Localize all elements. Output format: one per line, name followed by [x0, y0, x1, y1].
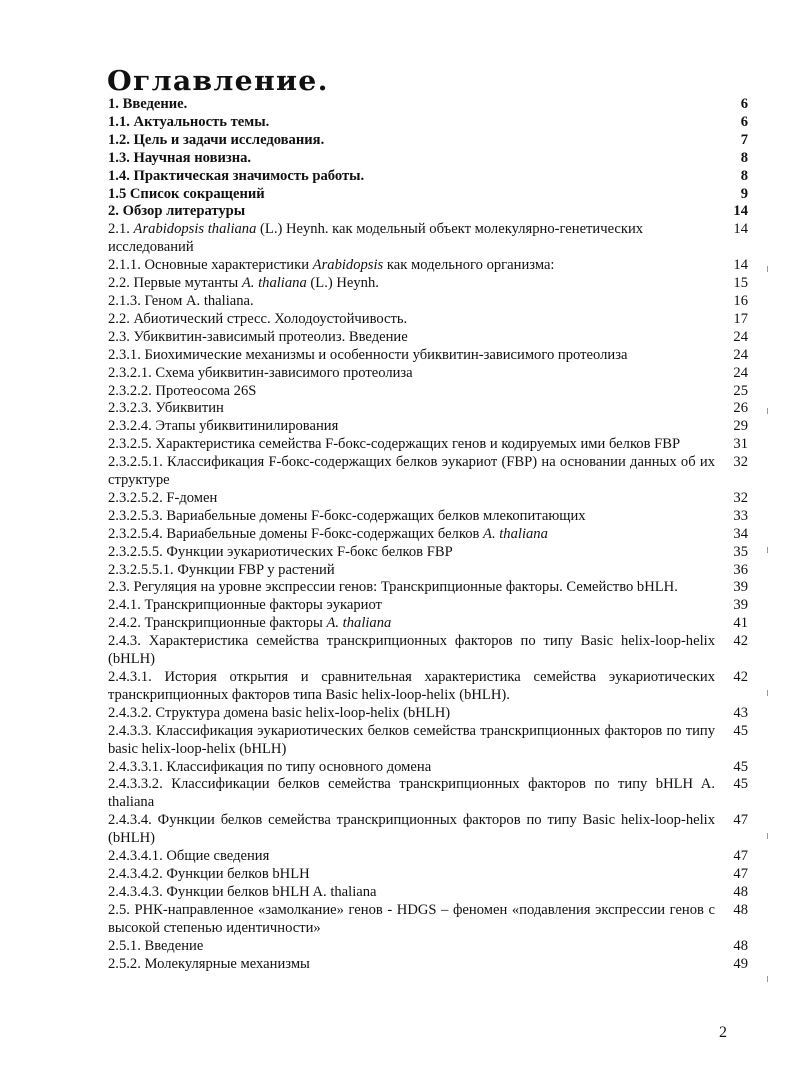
toc-entry-title — [108, 579, 715, 597]
italic-term: Arabidopsis thaliana — [133, 221, 257, 238]
toc-page-number: 39 — [733, 579, 748, 596]
toc-entry — [108, 418, 748, 436]
toc-page-number: 39 — [733, 597, 748, 614]
toc-entry-title — [108, 311, 715, 329]
toc-text: 2.4.3.3.1. Классификация по типу основного домена — [108, 758, 432, 775]
toc-text: 2.3.2.5.5. Функции эукариотических F-бокс белков FBP — [108, 543, 453, 560]
toc-page-number: 49 — [733, 955, 748, 972]
toc-text: 2.4.1. Транскрипционные факторы эукариот — [108, 597, 382, 614]
toc-entry-title — [108, 454, 715, 490]
toc-entry-title — [108, 597, 715, 615]
toc-entry-title — [108, 365, 715, 383]
toc-page-number: 31 — [733, 436, 748, 453]
scan-mark — [767, 266, 768, 272]
toc-text: 2.2. Первые мутанты — [108, 275, 242, 292]
toc-text: 2.1.3. Геном A. thaliana. — [108, 292, 254, 309]
toc-entry-title — [108, 705, 715, 723]
toc-entry-title — [108, 257, 715, 275]
scan-mark — [767, 976, 768, 982]
toc-entry — [108, 705, 748, 723]
toc-entry — [108, 293, 748, 311]
toc-text: (L.) Heynh. как модельный объект молекулярно-генетических исследований — [108, 221, 644, 256]
toc-entry-title — [108, 203, 715, 221]
toc-text: 1.3. Научная новизна. — [108, 149, 252, 166]
toc-entry — [108, 257, 748, 275]
toc-page-number: 6 — [740, 113, 748, 130]
toc-text: 2.3. Убиквитин-зависимый протеолиз. Введение — [108, 328, 408, 345]
toc-entry — [108, 400, 748, 418]
toc-entry-title — [108, 526, 715, 544]
toc-entry — [108, 311, 748, 329]
toc-page-number: 9 — [740, 185, 748, 202]
toc-page-number: 24 — [733, 364, 748, 381]
toc-entry — [108, 150, 748, 168]
toc-page-number: 35 — [733, 543, 748, 560]
toc-entry-title — [108, 418, 715, 436]
toc-entry — [108, 132, 748, 150]
toc-entry — [108, 812, 748, 848]
toc-page-number: 34 — [733, 525, 748, 542]
toc-text: как модельного организма: — [383, 257, 555, 274]
toc-text: 1.5 Список сокращений — [108, 185, 265, 202]
toc-page-number: 6 — [740, 96, 748, 112]
toc-page-number: 41 — [733, 615, 748, 632]
toc-text: 1.1. Актуальность темы. — [108, 113, 270, 130]
toc-entry-title — [108, 866, 715, 884]
toc-page-number: 33 — [733, 507, 748, 524]
scan-mark — [767, 690, 768, 696]
toc-text: 2.3.2.5.2. F-домен — [108, 489, 218, 506]
toc-entry — [108, 579, 748, 597]
toc-page-number: 8 — [740, 167, 748, 184]
toc-text: 2.3.2.4. Этапы убиквитинилирования — [108, 418, 339, 435]
toc-page-number: 29 — [733, 418, 748, 435]
toc-page-number: 45 — [733, 722, 748, 739]
toc-text: 2.3.1. Биохимические механизмы и особенности убиквитин-зависимого протеолиза — [108, 346, 628, 363]
toc-text: 2.4.3.4.3. Функции белков bHLH A. thaliana — [108, 883, 377, 900]
toc-page-number: 17 — [733, 310, 748, 327]
scan-mark — [767, 833, 768, 839]
toc-text: 2.4.3.3.2. Классификации белков семейства транскрипционных факторов по типу bHLH A. thaliana — [108, 776, 715, 811]
toc-entry-title — [108, 347, 715, 365]
toc-text: 2.4.3.3. Классификация эукариотических белков семейства транскрипционных факторов по типу basic helix-loop-helix (bHLH) — [108, 722, 715, 757]
toc-text: 2.4.2. Транскрипционные факторы — [108, 615, 327, 632]
table-of-contents — [108, 96, 748, 973]
toc-text: 2.1.1. Основные характеристики — [108, 257, 313, 274]
toc-entry-title — [108, 436, 715, 454]
toc-page-number: 26 — [733, 400, 748, 417]
toc-text: (L.) Heynh. — [306, 275, 379, 292]
toc-text: 2.4.3. Характеристика семейства транскрипционных факторов по типу Basic helix-loop-helix (bHLH) — [108, 633, 715, 668]
toc-text: 2.4.3.4. Функции белков семейства транскрипционных факторов по типу Basic helix-loop-helix (bHLH) — [108, 812, 715, 847]
toc-entry — [108, 365, 748, 383]
toc-page-number: 36 — [733, 561, 748, 578]
toc-entry-title — [108, 329, 715, 347]
toc-entry — [108, 383, 748, 401]
italic-term: A. thaliana — [241, 275, 307, 292]
toc-page-number: 7 — [740, 131, 748, 148]
toc-entry-title — [108, 168, 715, 186]
toc-page-number: 48 — [733, 883, 748, 900]
toc-entry — [108, 884, 748, 902]
toc-text: 2.3.2.5.5.1. Функции FBP у растений — [108, 561, 335, 578]
toc-entry — [108, 329, 748, 347]
toc-entry-title — [108, 150, 715, 168]
toc-page-number: 32 — [733, 454, 748, 471]
toc-entry — [108, 759, 748, 777]
page-number: 2 — [719, 1024, 727, 1041]
toc-text: 2.3.2.5.3. Вариабельные домены F-бокс-содержащих белков млекопитающих — [108, 507, 586, 524]
italic-term: Arabidopsis — [312, 257, 384, 274]
toc-page-number: 47 — [733, 812, 748, 829]
toc-entry-title — [108, 615, 715, 633]
toc-text: 2.3.2.5.1. Классификация F-бокс-содержащих белков эукариот (FBP) на основании данных об их структуре — [108, 454, 715, 489]
toc-entry — [108, 168, 748, 186]
toc-text: 2.1. — [108, 221, 134, 238]
toc-entry-title — [108, 96, 715, 114]
toc-entry-title — [108, 669, 715, 705]
toc-text: 2.3. Регуляция на уровне экспрессии генов: Транскрипционные факторы. Семейство bHLH. — [108, 579, 678, 596]
toc-entry — [108, 454, 748, 490]
toc-entry-title — [108, 759, 715, 777]
toc-entry — [108, 114, 748, 132]
toc-page-number: 42 — [733, 669, 748, 685]
toc-entry-title — [108, 186, 715, 204]
toc-page-number: 14 — [733, 221, 748, 238]
toc-text: 1.2. Цель и задачи исследования. — [108, 131, 325, 148]
toc-text: 2. Обзор литературы — [108, 203, 246, 220]
toc-page-number: 8 — [740, 149, 748, 166]
toc-page-number: 47 — [733, 848, 748, 865]
toc-entry — [108, 186, 748, 204]
toc-entry — [108, 776, 748, 812]
toc-entry-title — [108, 938, 715, 956]
toc-entry — [108, 508, 748, 526]
toc-page-number: 45 — [733, 758, 748, 775]
toc-entry — [108, 562, 748, 580]
toc-text: 2.5. РНК-направленное «замолкание» генов - HDGS – феномен «подавления экспрессии генов с высокой степенью идентичности» — [108, 901, 715, 936]
toc-entry — [108, 526, 748, 544]
toc-entry — [108, 633, 748, 669]
toc-entry — [108, 436, 748, 454]
toc-page-number: 48 — [733, 901, 748, 918]
toc-entry — [108, 221, 748, 257]
toc-page-number: 43 — [733, 704, 748, 721]
toc-page-number: 32 — [733, 489, 748, 506]
toc-entry — [108, 96, 748, 114]
toc-page-number: 48 — [733, 937, 748, 954]
toc-page-number: 24 — [733, 346, 748, 363]
italic-term: A. thaliana — [326, 615, 392, 632]
toc-entry — [108, 902, 748, 938]
toc-entry-title — [108, 848, 715, 866]
toc-page-number: 45 — [733, 776, 748, 793]
toc-page-number: 14 — [733, 257, 748, 274]
toc-entry-title — [108, 884, 715, 902]
toc-entry-title — [108, 293, 715, 311]
toc-text: 2.3.2.2. Протеосома 26S — [108, 382, 257, 399]
toc-text: 2.3.2.1. Схема убиквитин-зависимого протеолиза — [108, 364, 413, 381]
toc-entry-title — [108, 562, 715, 580]
toc-page-number: 42 — [733, 633, 748, 650]
toc-page-number: 25 — [733, 382, 748, 399]
toc-page-number: 15 — [733, 275, 748, 292]
toc-entry — [108, 275, 748, 293]
toc-entry — [108, 490, 748, 508]
toc-entry-title — [108, 633, 715, 669]
toc-entry-title — [108, 544, 715, 562]
toc-page-number: 14 — [733, 203, 748, 220]
toc-entry — [108, 866, 748, 884]
toc-entry-title — [108, 812, 715, 848]
toc-entry — [108, 203, 748, 221]
toc-text: 2.3.2.3. Убиквитин — [108, 400, 224, 417]
toc-text: 1.4. Практическая значимость работы. — [108, 167, 365, 184]
toc-entry-title — [108, 508, 715, 526]
toc-entry-title — [108, 956, 715, 974]
scan-mark — [767, 547, 768, 553]
toc-entry — [108, 848, 748, 866]
toc-text: 2.5.2. Молекулярные механизмы — [108, 955, 310, 972]
toc-text: 1. Введение. — [108, 96, 188, 112]
page-title: Оглавление. — [107, 66, 329, 97]
toc-entry-title — [108, 776, 715, 812]
toc-entry — [108, 669, 748, 705]
toc-text: 2.5.1. Введение — [108, 937, 204, 954]
toc-text: 2.4.3.4.1. Общие сведения — [108, 848, 270, 865]
toc-entry-title — [108, 723, 715, 759]
toc-text: 2.4.3.1. История открытия и сравнительная характеристика семейства эукариотических транскрипционных факторов типа Basic helix-loop-helix (bHLH). — [108, 669, 715, 703]
toc-entry-title — [108, 132, 715, 150]
toc-entry — [108, 938, 748, 956]
toc-entry — [108, 723, 748, 759]
toc-text: 2.3.2.5. Характеристика семейства F-бокс-содержащих генов и кодируемых ими белков FBP — [108, 436, 681, 453]
toc-entry-title — [108, 114, 715, 132]
toc-text: 2.2. Абиотический стресс. Холодоустойчивость. — [108, 310, 408, 327]
toc-entry — [108, 544, 748, 562]
toc-entry-title — [108, 275, 715, 293]
italic-term: A. thaliana — [483, 525, 548, 542]
toc-entry — [108, 615, 748, 633]
toc-entry — [108, 956, 748, 974]
toc-page-number: 47 — [733, 865, 748, 882]
toc-entry — [108, 597, 748, 615]
toc-text: 2.4.3.2. Структура домена basic helix-loop-helix (bHLH) — [108, 704, 451, 721]
scan-mark — [767, 408, 768, 414]
toc-text: 2.4.3.4.2. Функции белков bHLH — [108, 865, 310, 882]
toc-entry-title — [108, 383, 715, 401]
toc-entry-title — [108, 400, 715, 418]
toc-entry-title — [108, 490, 715, 508]
toc-entry-title — [108, 221, 715, 257]
toc-text: 2.3.2.5.4. Вариабельные домены F-бокс-содержащих белков — [108, 525, 484, 542]
toc-page-number: 24 — [733, 328, 748, 345]
toc-entry-title — [108, 902, 715, 938]
toc-page-number: 16 — [733, 292, 748, 309]
toc-entry — [108, 347, 748, 365]
